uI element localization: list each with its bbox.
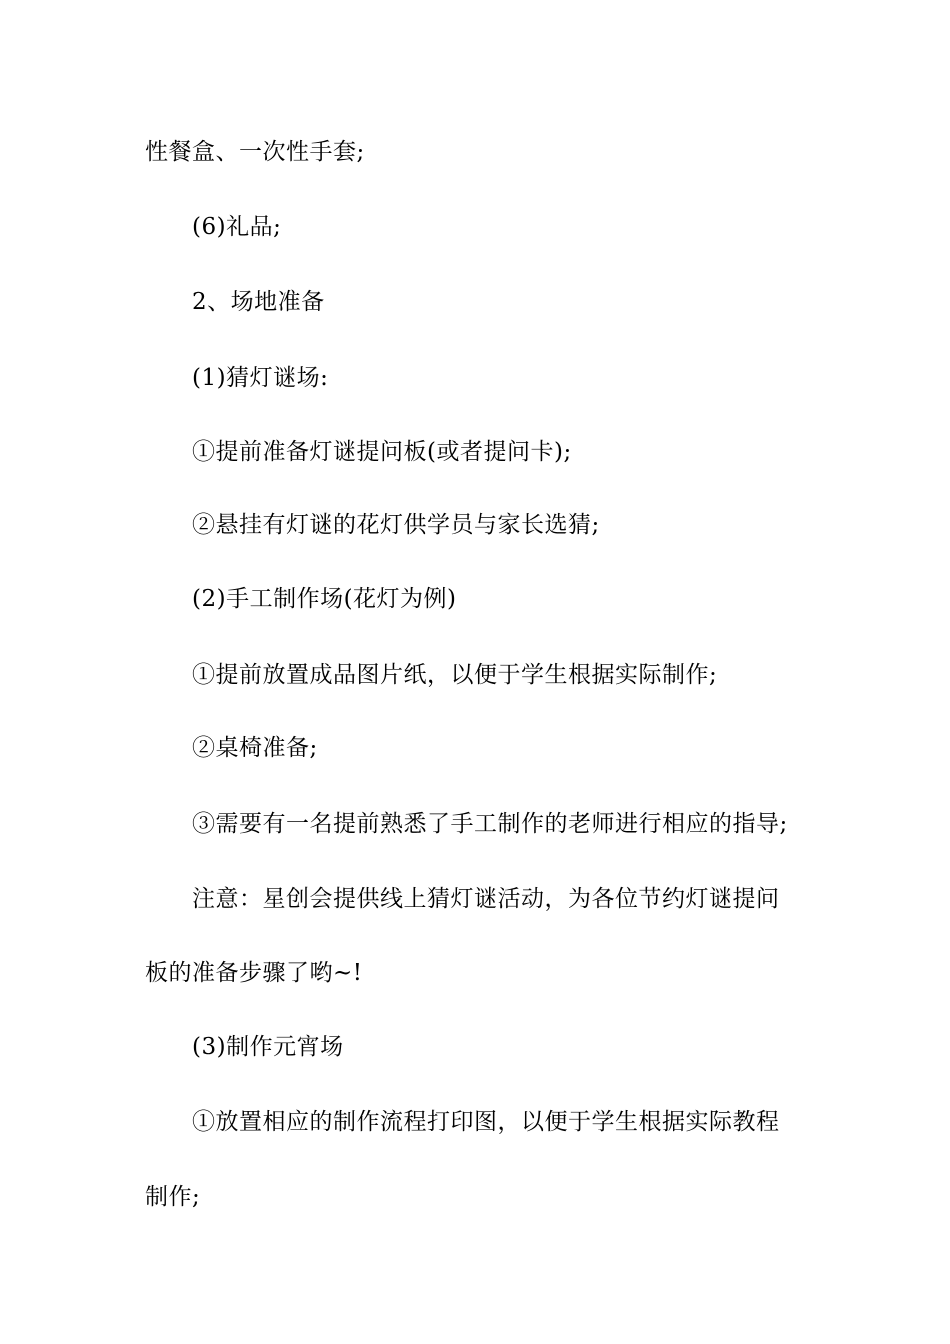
text-line-continuation-tableware: 性餐盒、一次性手套;: [145, 139, 365, 165]
text-line-hanging-lanterns: ②悬挂有灯谜的花灯供学员与家长选猜;: [192, 512, 600, 538]
text-line-note: 注意：星创会提供线上猜灯谜活动，为各位节约灯谜提问: [192, 886, 780, 912]
text-line-teacher-guidance: ③需要有一名提前熟悉了手工制作的老师进行相应的指导;: [192, 811, 788, 837]
text-line-process-continuation: 制作;: [145, 1184, 201, 1210]
text-line-sample-pictures: ①提前放置成品图片纸，以便于学生根据实际制作;: [192, 662, 718, 688]
text-line-note-continuation: 板的准备步骤了哟~!: [145, 960, 363, 986]
subheading-handcraft-area: (2)手工制作场(花灯为例): [192, 586, 457, 612]
text-line-process-printout: ①放置相应的制作流程打印图，以便于学生根据实际教程: [192, 1109, 780, 1135]
text-line-gifts: (6)礼品;: [192, 214, 282, 240]
section-heading-venue-preparation: 2、场地准备: [192, 289, 325, 315]
subheading-yuanxiao-making-area: (3)制作元宵场: [192, 1034, 344, 1060]
subheading-lantern-riddle-area: (1)猜灯谜场:: [192, 365, 329, 391]
text-line-tables-chairs: ②桌椅准备;: [192, 735, 318, 761]
text-line-riddle-board: ①提前准备灯谜提问板(或者提问卡);: [192, 439, 572, 465]
